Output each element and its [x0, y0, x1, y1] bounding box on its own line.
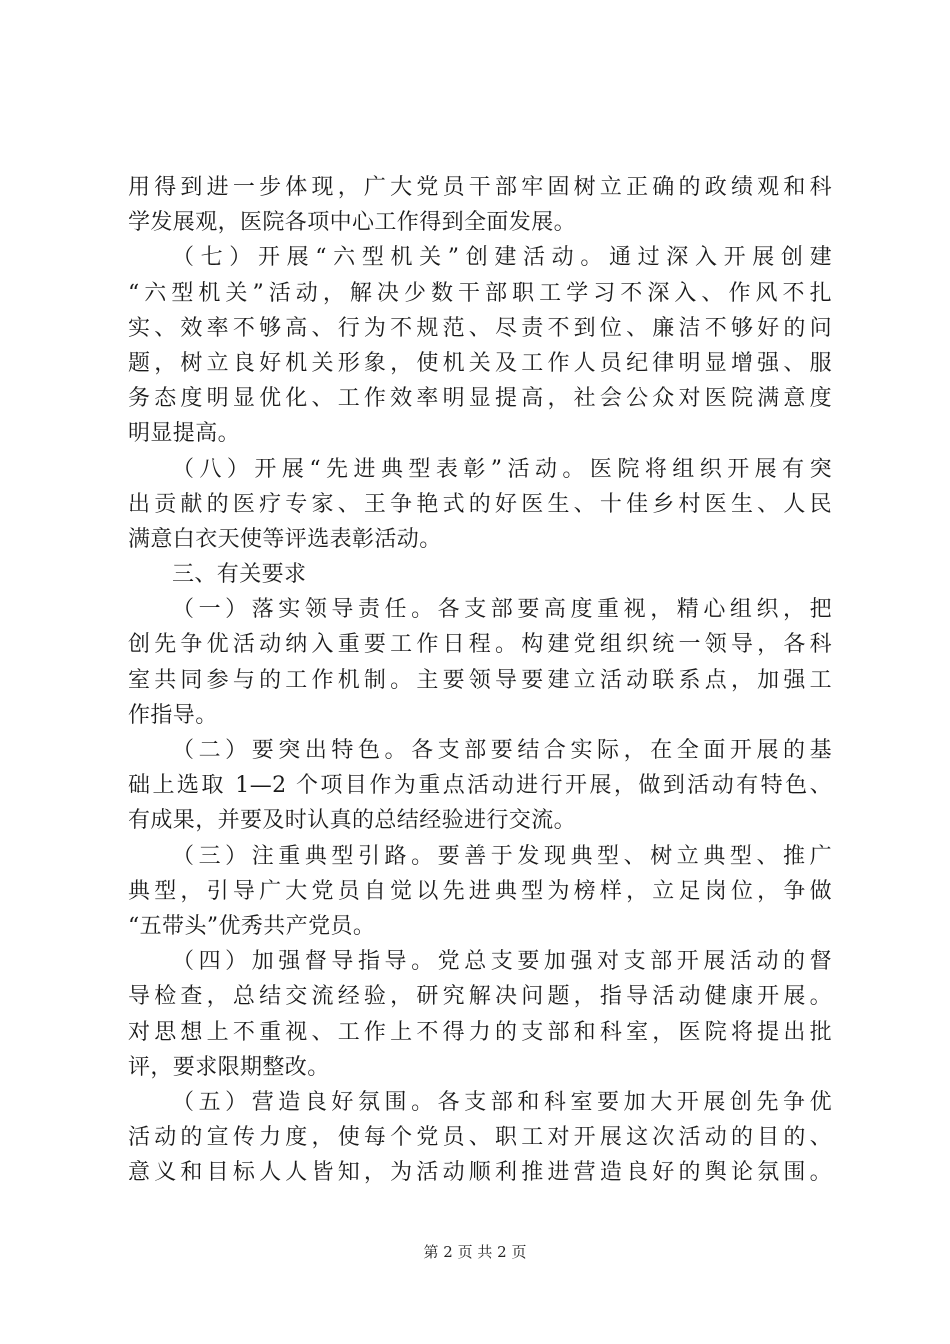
- text-line: 活动的宣传力度，使每个党员、职工对开展这次活动的目的、: [128, 1125, 832, 1151]
- text-line: 题，树立良好机关形象，使机关及工作人员纪律明显增强、服: [128, 350, 832, 376]
- text-line: （五）营造良好氛围。各支部和科室要加大开展创先争优: [172, 1089, 832, 1115]
- text-line: 用得到进一步体现，广大党员干部牢固树立正确的政绩观和科: [128, 175, 832, 200]
- text-line: （四）加强督导指导。党总支要加强对支部开展活动的督: [172, 949, 832, 975]
- text-line: 典型，引导广大党员自觉以先进典型为榜样，立足岗位，争做: [128, 878, 832, 904]
- text-line: （二）要突出特色。各支部要结合实际，在全面开展的基: [172, 738, 832, 763]
- text-line: （一）落实领导责任。各支部要高度重视，精心组织，把: [172, 597, 832, 623]
- text-line: 明显提高。: [128, 421, 241, 447]
- text-line: “六型机关”活动，解决少数干部职工学习不深入、作风不扎: [128, 280, 832, 306]
- text-line: 对思想上不重视、工作上不得力的支部和科室，医院将提出批: [128, 1019, 832, 1045]
- text-line: 意义和目标人人皆知，为活动顺利推进营造良好的舆论氛围。: [128, 1160, 832, 1186]
- page-footer: 第 2 页 共 2 页: [423, 1243, 527, 1261]
- text-line: 学发展观，医院各项中心工作得到全面发展。: [128, 210, 577, 236]
- text-line: 出贡献的医疗专家、王争艳式的好医生、十佳乡村医生、人民: [128, 491, 832, 517]
- text-line: 创先争优活动纳入重要工作日程。构建党组织统一领导，各科: [128, 632, 832, 658]
- text-line: 满意白衣天使等评选表彰活动。: [128, 526, 442, 552]
- document-body: [128, 170, 832, 1190]
- text-line: 导检查，总结交流经验，研究解决问题，指导活动健康开展。: [128, 984, 832, 1010]
- text-line: 评，要求限期整改。: [128, 1054, 330, 1080]
- text-line: （七）开展“六型机关”创建活动。通过深入开展创建: [172, 245, 832, 271]
- text-line: （三）注重典型引路。要善于发现典型、树立典型、推广: [172, 843, 832, 869]
- text-line: 实、效率不够高、行为不规范、尽责不到位、廉洁不够好的问: [128, 315, 832, 341]
- text-line: 有成果，并要及时认真的总结经验进行交流。: [128, 808, 577, 834]
- text-line: 三、有关要求: [172, 562, 307, 588]
- text-line: （八）开展“先进典型表彰”活动。医院将组织开展有突: [172, 456, 832, 482]
- text-line: 务态度明显优化、工作效率明显提高，社会公众对医院满意度: [128, 386, 832, 412]
- text-line: “五带头”优秀共产党员。: [128, 913, 376, 939]
- text-line: 室共同参与的工作机制。主要领导要建立活动联系点，加强工: [128, 667, 832, 693]
- text-line: 础上选取 1—2 个项目作为重点活动进行开展，做到活动有特色、: [128, 773, 832, 799]
- text-line: 作指导。: [128, 702, 218, 728]
